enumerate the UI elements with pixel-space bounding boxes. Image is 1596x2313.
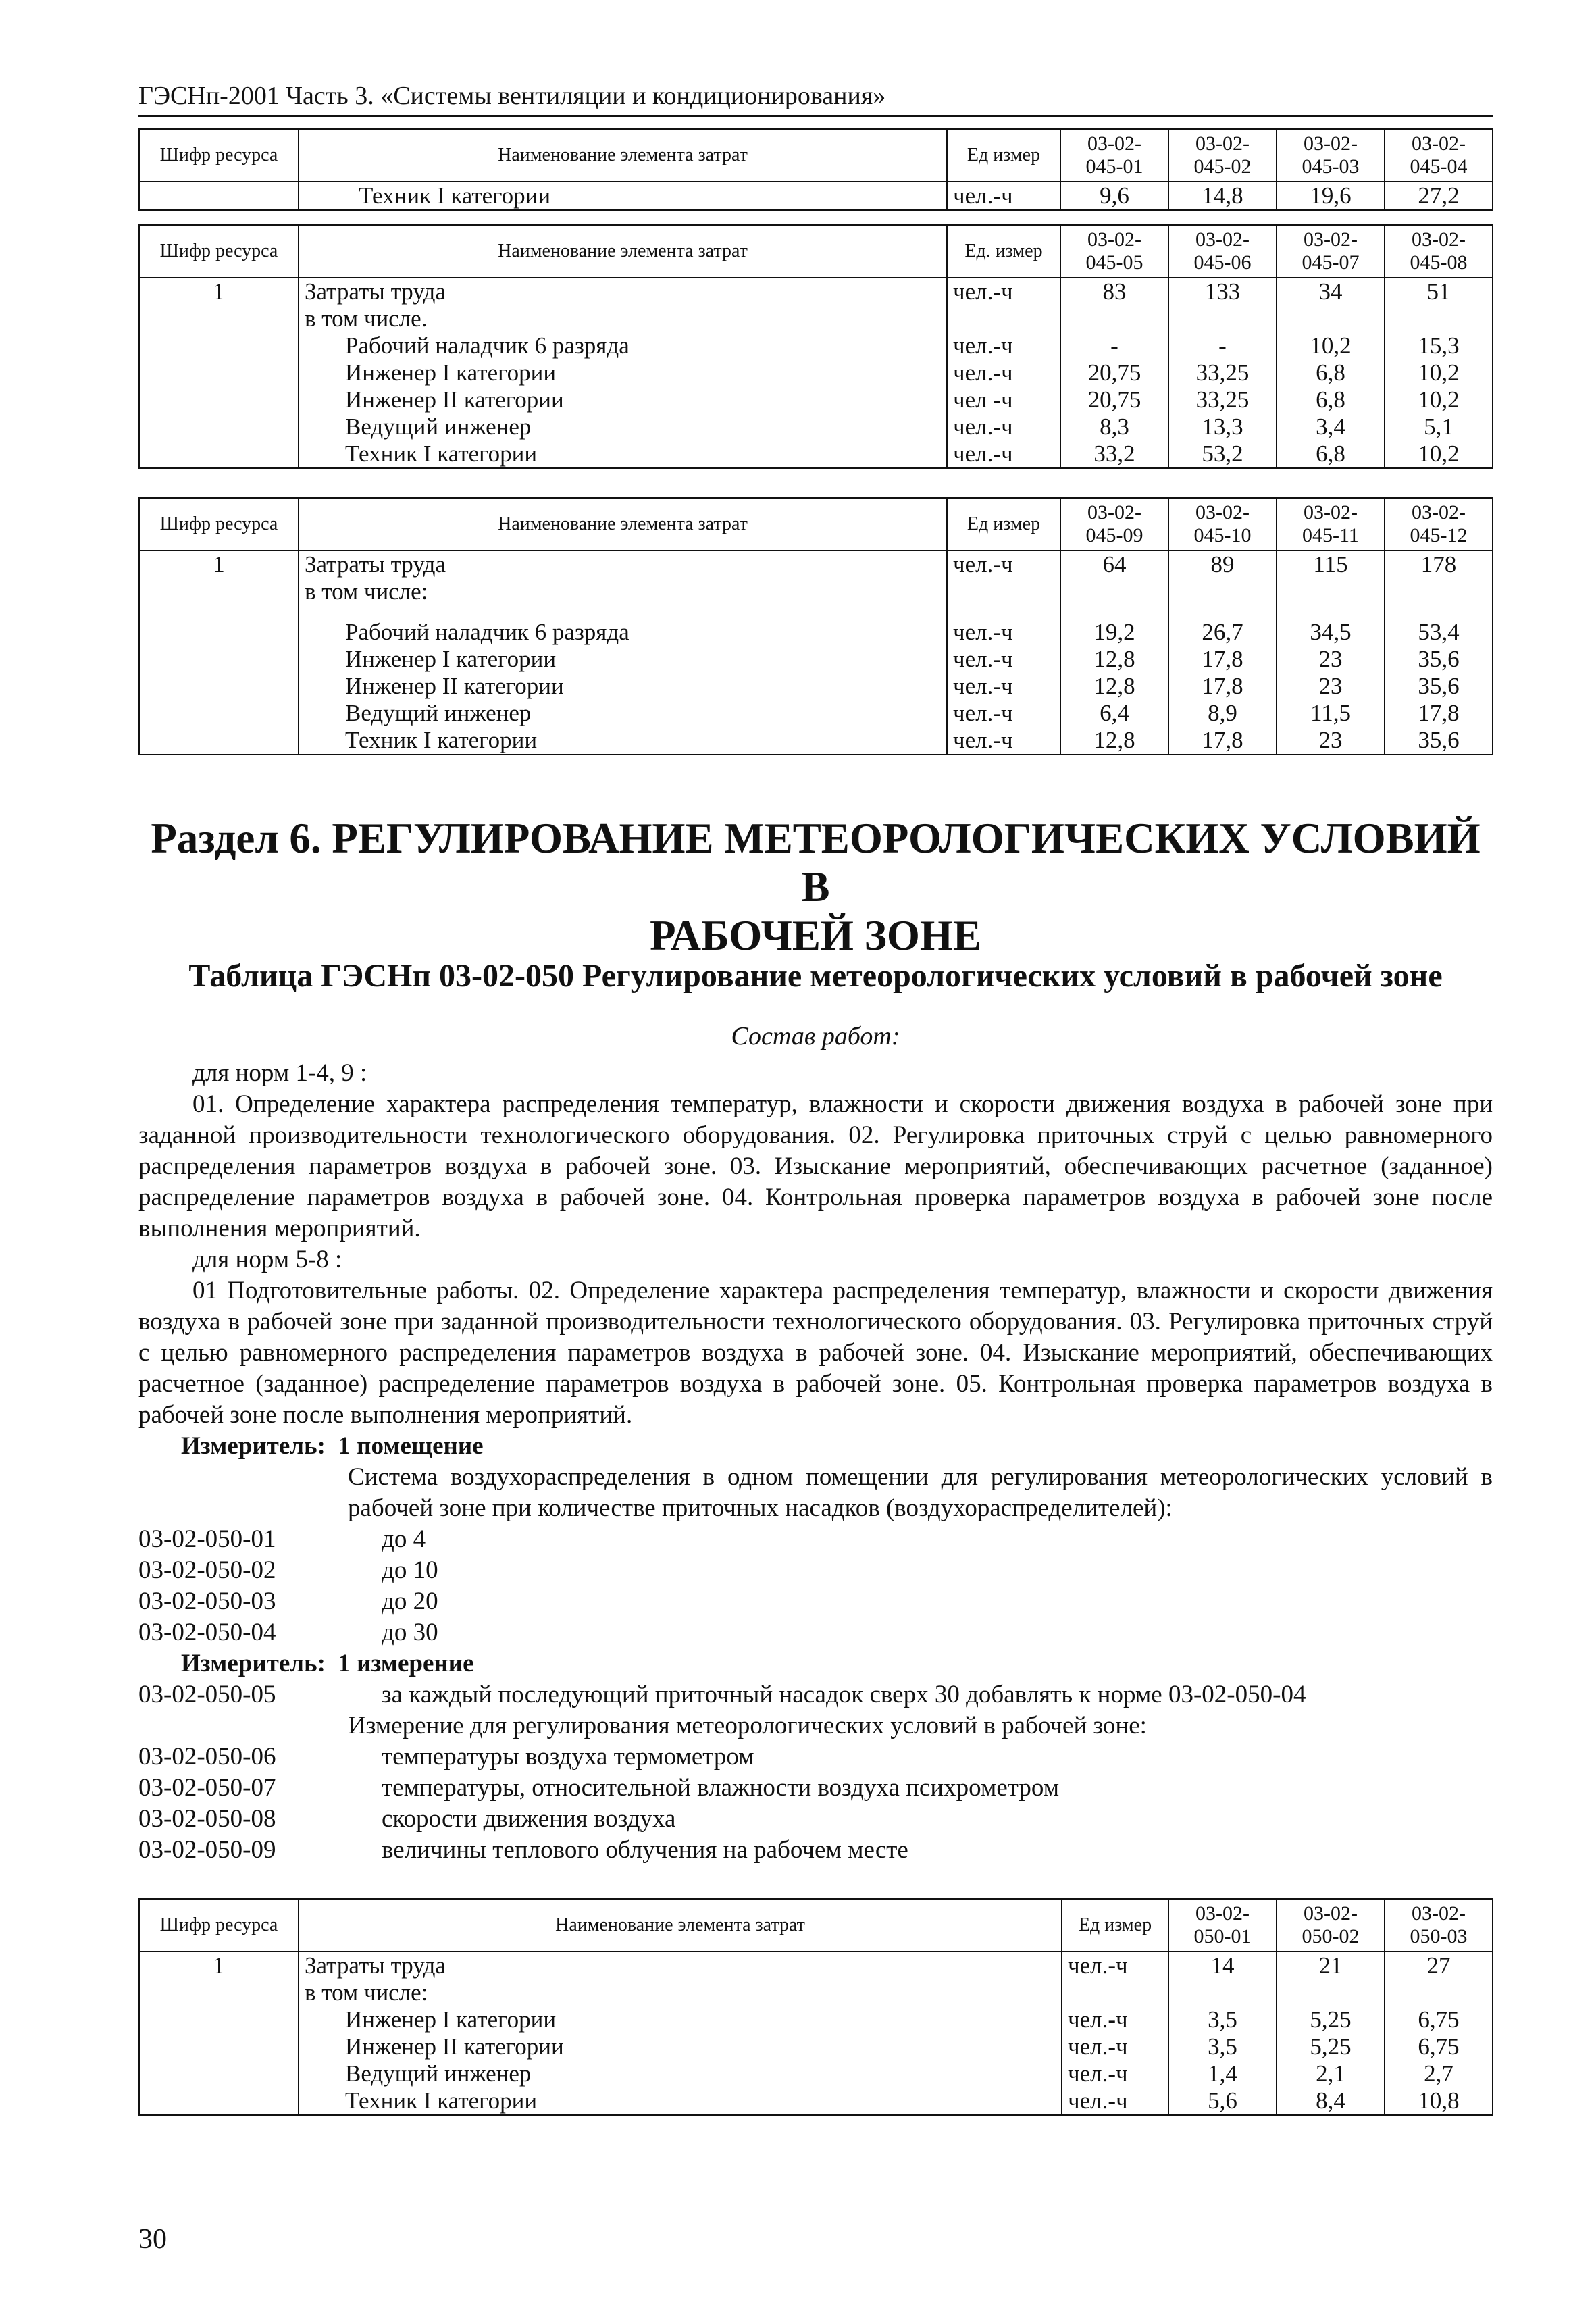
resource-table-045-09-12 (138, 497, 1493, 755)
norm-code: 03-02-050-09 (138, 1836, 276, 1864)
cost-item-name: Техник I категории (345, 727, 538, 753)
column-header-name: Наименование элемента затрат (299, 1899, 1062, 1952)
unit-cell: чел.-ч (953, 673, 1013, 699)
table-row (139, 1952, 1493, 2115)
value-cell: 35,6 (1418, 646, 1460, 672)
value-cell: 10,8 (1418, 2087, 1460, 2114)
value-cell: 14,8 (1168, 182, 1277, 210)
column-header-unit: Ед измер (947, 498, 1060, 551)
value-cell: 115 (1313, 551, 1348, 578)
table-row (139, 551, 1493, 755)
norm-description: до 30 (382, 1619, 438, 1646)
measurement-description: Измерение для регулирования метеорологических условий в рабочей зоне: (348, 1712, 1147, 1739)
value-cell: 10,2 (1418, 359, 1460, 386)
value-cell: 10,2 (1418, 440, 1460, 467)
meter-label: Измеритель: (181, 1432, 326, 1460)
including-label: в том числе: (305, 1979, 428, 2006)
value-cell: 33,25 (1195, 359, 1250, 386)
norm-description: температуры, относительной влажности воздуха психрометром (382, 1774, 1060, 1802)
norm-code: 03-02-050-02 (138, 1556, 276, 1584)
value-cell: 23 (1318, 673, 1343, 699)
labor-costs-label: Затраты труда (305, 1952, 446, 1979)
norm-description: за каждый последующий приточный насадок сверх 30 добавлять к норме 03-02-050-04 (382, 1681, 1306, 1708)
value-cell: 23 (1318, 646, 1343, 672)
value-cell: 12,8 (1093, 727, 1135, 753)
resource-code: 1 (139, 1952, 299, 2115)
column-header-resource: Шифр ресурса (139, 1899, 299, 1952)
unit-cell: чел.-ч (1068, 2060, 1128, 2087)
cost-item-name: Инженер II категории (345, 2033, 564, 2060)
column-header-name: Наименование элемента затрат (299, 498, 947, 551)
cost-item-name: Инженер II категории (345, 386, 564, 413)
value-cell: 8,4 (1316, 2087, 1345, 2114)
value-cell: 8,9 (1208, 700, 1237, 726)
value-cell: 11,5 (1310, 700, 1351, 726)
column-header-norm-code: 03-02- 045-11 (1277, 498, 1385, 551)
column-header-norm-code: 03-02- 045-05 (1060, 225, 1168, 278)
norm-description: до 20 (382, 1587, 438, 1615)
resource-table-045-01-04 (138, 128, 1493, 211)
value-cell: 17,8 (1202, 646, 1243, 672)
value-cell: 64 (1102, 551, 1127, 578)
column-header-norm-code: 03-02- 050-03 (1385, 1899, 1493, 1952)
cost-item-name: Рабочий наладчик 6 разряда (345, 332, 629, 359)
value-cell: 34 (1318, 278, 1343, 305)
value-cell: 14 (1210, 1952, 1235, 1979)
including-label: в том числе: (305, 578, 428, 605)
value-cell: 5,25 (1310, 2006, 1352, 2033)
including-label: в том числе. (305, 305, 428, 332)
value-cell: 10,2 (1418, 386, 1460, 413)
unit-cell: чел.-ч (1068, 2087, 1128, 2114)
work-composition-text: 01 Подготовительные работы. 02. Определение характера распределения температур, влажности и скорости движения воздуха в рабочей зоне при заданной производительности технологического оборудования. 03. Регулировка приточных струй с целью равномерного распределения параметров воздуха в рабочей зоне. 04. Изыскание мероприятий, обеспечивающих расчетное (заданное) распределение параметров воздуха в рабочей зоне. 05. Контрольная проверка параметров воздуха в рабочей зоне после выполнения мероприятий. (138, 1277, 1493, 1429)
value-cell: 13,3 (1202, 413, 1243, 440)
norm-code: 03-02-050-04 (138, 1619, 276, 1646)
cost-item-name: Рабочий наладчик 6 разряда (345, 619, 629, 645)
value-cell: - (1218, 332, 1227, 359)
unit-cell: чел.-ч (953, 440, 1013, 467)
meter-line (181, 1431, 484, 1462)
column-header-norm-code: 03-02- 045-04 (1385, 129, 1493, 182)
norm-description: до 10 (382, 1556, 438, 1584)
value-cell: 2,1 (1316, 2060, 1345, 2087)
value-cell: 35,6 (1418, 673, 1460, 699)
cost-item-name: Техник I категории (359, 182, 551, 209)
column-header-resource: Шифр ресурса (139, 498, 299, 551)
value-cell: 6,75 (1418, 2006, 1460, 2033)
value-cell: 17,8 (1202, 673, 1243, 699)
unit-cell: чел.-ч (953, 727, 1013, 753)
resource-code: 1 (139, 551, 299, 755)
cost-item-name: Ведущий инженер (345, 700, 532, 726)
value-cell: 34,5 (1310, 619, 1352, 645)
header-rule (138, 115, 1493, 117)
page-number: 30 (138, 2224, 167, 2255)
value-cell: - (1110, 332, 1118, 359)
value-cell: 2,7 (1424, 2060, 1453, 2087)
resource-table-045-05-08 (138, 224, 1493, 469)
unit-cell: чел.-ч (1068, 2033, 1128, 2060)
value-cell: 3,4 (1316, 413, 1345, 440)
norm-code: 03-02-050-08 (138, 1805, 276, 1833)
column-header-norm-code: 03-02- 045-06 (1168, 225, 1277, 278)
unit-cell: чел -ч (953, 386, 1013, 413)
value-cell: 178 (1420, 551, 1457, 578)
system-description: Система воздухораспределения в одном помещении для регулирования метеорологических условий в рабочей зоне при количестве приточных насадков (воздухораспределителей): (348, 1463, 1493, 1522)
value-cell: 8,3 (1100, 413, 1129, 440)
value-cell: 83 (1102, 278, 1127, 305)
norm-code: 03-02-050-01 (138, 1525, 276, 1553)
value-cell: 19,6 (1277, 182, 1385, 210)
value-cell: 1,4 (1208, 2060, 1237, 2087)
column-header-norm-code: 03-02- 045-02 (1168, 129, 1277, 182)
unit-cell: чел.-ч (953, 646, 1013, 672)
column-header-name: Наименование элемента затрат (299, 225, 947, 278)
norm-description: величины теплового облучения на рабочем месте (382, 1836, 908, 1864)
value-cell: 53,2 (1202, 440, 1243, 467)
column-header-resource: Шифр ресурса (139, 129, 299, 182)
column-header-norm-code: 03-02- 045-09 (1060, 498, 1168, 551)
cost-item-name: Техник I категории (345, 2087, 538, 2114)
resource-table-050-01-03 (138, 1898, 1493, 2116)
value-cell: 27,2 (1385, 182, 1493, 210)
unit-cell: чел.-ч (953, 551, 1013, 578)
unit-cell: чел.-ч (953, 413, 1013, 440)
value-cell: 23 (1318, 727, 1343, 753)
cost-item-name: Инженер II категории (345, 673, 564, 699)
value-cell: 53,4 (1418, 619, 1460, 645)
norm-code: 03-02-050-05 (138, 1681, 276, 1708)
value-cell: 6,8 (1316, 386, 1345, 413)
value-cell: 17,8 (1202, 727, 1243, 753)
value-cell: 12,8 (1093, 673, 1135, 699)
table-title: Таблица ГЭСНп 03-02-050 Регулирование метеорологических условий в рабочей зоне (188, 958, 1443, 994)
value-cell: 35,6 (1418, 727, 1460, 753)
section-title: Раздел 6. РЕГУЛИРОВАНИЕ МЕТЕОРОЛОГИЧЕСКИХ УСЛОВИЙ В РАБОЧЕЙ ЗОНЕ (151, 815, 1481, 959)
value-cell: 5,6 (1208, 2087, 1237, 2114)
value-cell: 6,4 (1100, 700, 1129, 726)
column-header-norm-code: 03-02- 050-02 (1277, 1899, 1385, 1952)
unit-cell: чел.-ч (953, 278, 1013, 305)
unit-cell: чел.-ч (953, 332, 1013, 359)
norm-code: 03-02-050-03 (138, 1587, 276, 1615)
column-header-name: Наименование элемента затрат (299, 129, 947, 182)
value-cell: 3,5 (1208, 2033, 1237, 2060)
value-cell: 51 (1426, 278, 1451, 305)
work-composition-heading: Состав работ: (731, 1022, 900, 1050)
norms-applicability-label: для норм 5-8 : (192, 1246, 342, 1273)
value-cell: 6,8 (1316, 440, 1345, 467)
meter-value: 1 помещение (338, 1432, 484, 1460)
column-header-unit: Ед измер (947, 129, 1060, 182)
value-cell: 21 (1318, 1952, 1343, 1979)
cost-item-name: Инженер I категории (345, 2006, 557, 2033)
norm-code: 03-02-050-06 (138, 1743, 276, 1771)
value-cell: 17,8 (1418, 700, 1460, 726)
cost-item-name: Ведущий инженер (345, 2060, 532, 2087)
column-header-norm-code: 03-02- 045-01 (1060, 129, 1168, 182)
cost-item-name: Техник I категории (345, 440, 538, 467)
value-cell: 19,2 (1093, 619, 1135, 645)
column-header-resource: Шифр ресурса (139, 225, 299, 278)
norms-applicability-label: для норм 1-4, 9 : (192, 1059, 367, 1087)
cost-item-name: Инженер I категории (345, 359, 557, 386)
norm-description: до 4 (382, 1525, 426, 1553)
value-cell: 12,8 (1093, 646, 1135, 672)
unit-cell: чел.-ч (953, 700, 1013, 726)
value-cell: 20,75 (1087, 386, 1141, 413)
value-cell: 6,75 (1418, 2033, 1460, 2060)
value-cell: 9,6 (1060, 182, 1168, 210)
table-row (139, 182, 1493, 210)
value-cell: 10,2 (1310, 332, 1352, 359)
norm-description: температуры воздуха термометром (382, 1743, 754, 1771)
work-composition-text: 01. Определение характера распределения температур, влажности и скорости движения воздуха в рабочей зоне при заданной производительности технологического оборудования. 02. Регулировка приточных струй с целью равномерного распределения параметров воздуха в рабочей зоне. 03. Изыскание мероприятий, обеспечивающих расчетное (заданное) распределение параметров воздуха в рабочей зоне. 04. Контрольная проверка параметров воздуха в рабочей зоне после выполнения мероприятий. (138, 1090, 1493, 1242)
table-row (139, 278, 1493, 468)
value-cell: 33,2 (1093, 440, 1135, 467)
value-cell: 26,7 (1202, 619, 1243, 645)
labor-costs-label: Затраты труда (305, 551, 446, 578)
norm-description: скорости движения воздуха (382, 1805, 676, 1833)
unit-cell: чел.-ч (1068, 2006, 1128, 2033)
column-header-norm-code: 03-02- 045-08 (1385, 225, 1493, 278)
value-cell: 20,75 (1087, 359, 1141, 386)
value-cell: 15,3 (1418, 332, 1460, 359)
cost-item-name: Ведущий инженер (345, 413, 532, 440)
labor-costs-label: Затраты труда (305, 278, 446, 305)
value-cell: 5,25 (1310, 2033, 1352, 2060)
running-header: ГЭСНп-2001 Часть 3. «Системы вентиляции и кондиционирования» (138, 82, 886, 110)
unit-cell: чел.-ч (953, 619, 1013, 645)
column-header-norm-code: 03-02- 045-03 (1277, 129, 1385, 182)
unit-cell: чел.-ч (953, 359, 1013, 386)
value-cell: 5,1 (1424, 413, 1453, 440)
meter-value: 1 измерение (338, 1650, 474, 1677)
column-header-norm-code: 03-02- 045-07 (1277, 225, 1385, 278)
value-cell: 33,25 (1195, 386, 1250, 413)
value-cell: 3,5 (1208, 2006, 1237, 2033)
value-cell: 6,8 (1316, 359, 1345, 386)
column-header-unit: Ед измер (1062, 1899, 1168, 1952)
column-header-norm-code: 03-02- 045-10 (1168, 498, 1277, 551)
column-header-norm-code: 03-02- 050-01 (1168, 1899, 1277, 1952)
cost-item-name: Инженер I категории (345, 646, 557, 672)
value-cell: 27 (1426, 1952, 1451, 1979)
meter-line (181, 1648, 474, 1679)
value-cell: 89 (1210, 551, 1235, 578)
meter-label: Измеритель: (181, 1650, 326, 1677)
resource-code: 1 (139, 278, 299, 468)
column-header-norm-code: 03-02- 045-12 (1385, 498, 1493, 551)
column-header-unit: Ед. измер (947, 225, 1060, 278)
unit-cell: чел.-ч (947, 182, 1060, 210)
norm-code: 03-02-050-07 (138, 1774, 276, 1802)
unit-cell: чел.-ч (1068, 1952, 1128, 1979)
value-cell: 133 (1204, 278, 1241, 305)
